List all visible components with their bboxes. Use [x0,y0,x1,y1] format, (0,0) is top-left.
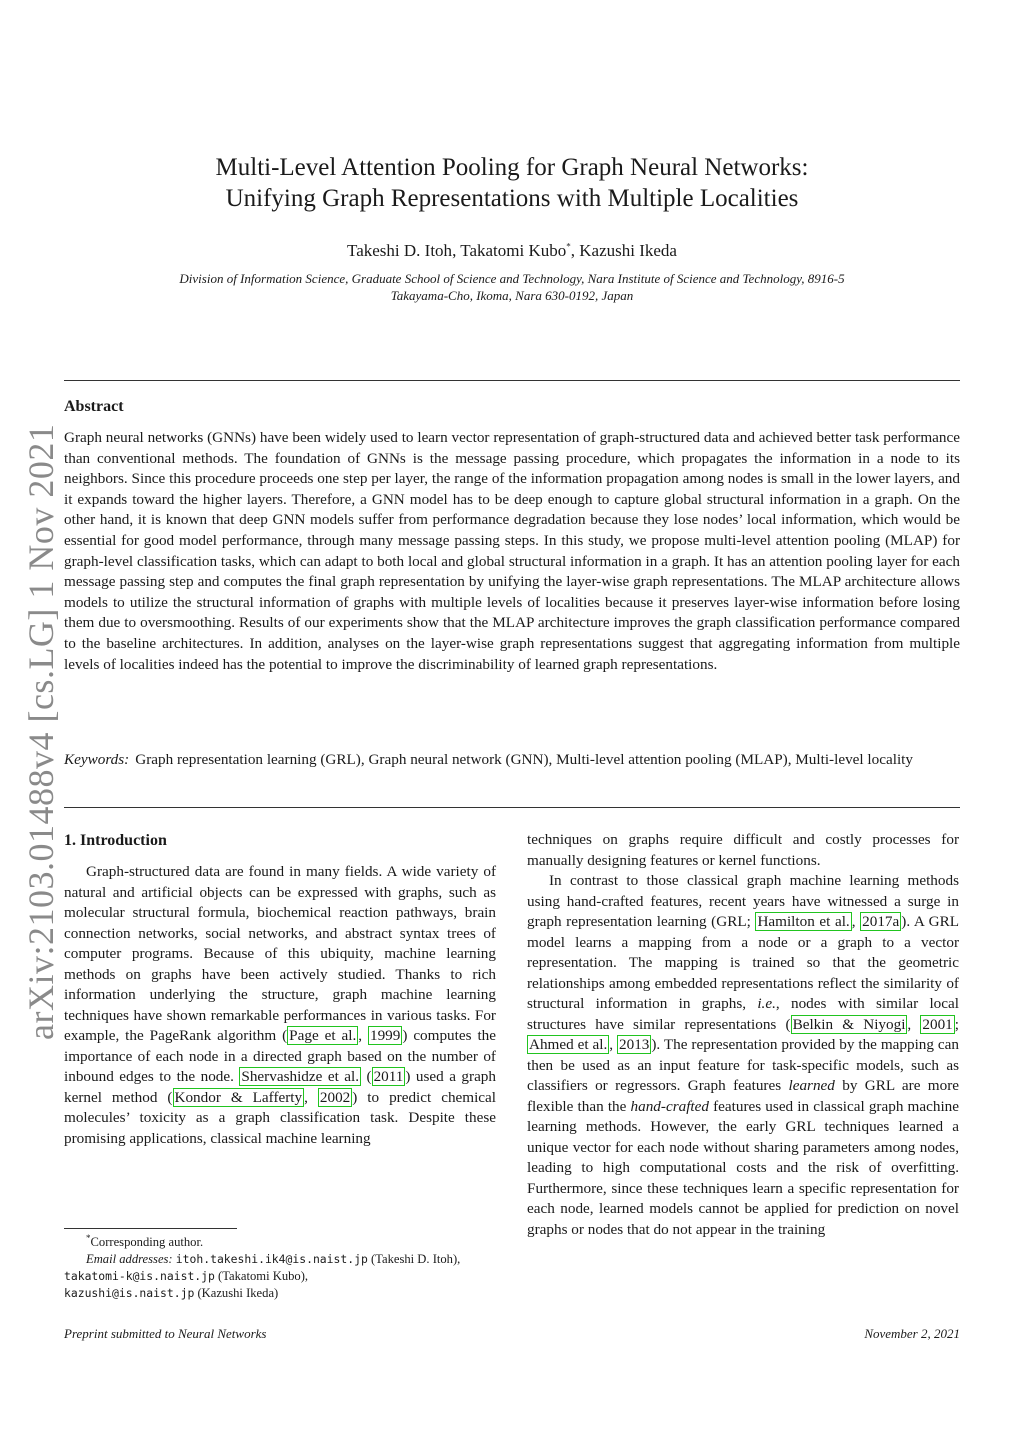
text-run: ) used a graph kernel method ( [64,1068,496,1106]
citation-belkin[interactable]: Belkin & Niyogi [792,1015,906,1033]
text-run: Graph-structured data are found in many fields. A wide variety of natural and artificial objects can be expressed with graphs, such as molecular structural formula, biochemical reaction pathways, brain connection networks, social networks, and abstract syntax trees of computer programs. Because of this ubiquity, machine learning methods on graphs have been actively studied. Thanks to rich information underlying the structure, graph machine learning techniques have shown remarkable performances in various tasks. For example, the PageRank algorithm ( [64,863,496,1044]
citation-page-year[interactable]: 1999 [369,1027,401,1044]
divider-bottom [64,807,960,808]
footnote-text: Corresponding author. [90,1235,204,1249]
text-run: , [358,1027,368,1044]
email-label: Email addresses: [86,1252,173,1266]
intro-paragraph-2 [527,871,959,1240]
column-right [527,830,959,1240]
text-run: features used in classical graph machine learning methods. However, the early GRL techniques learned a unique vector for each node without sharing parameters among nodes, leading to high computational costs and the risk of overfitting. Furthermore, since these techniques learn a specific representation for each node, learned models cannot be applied for prediction on novel graphs or nodes that do not appear in the training [527,1097,959,1238]
email-owner: (Takeshi D. Itoh), [367,1252,461,1266]
footnote-corresponding [64,1234,496,1251]
footnotes [64,1234,496,1302]
footer-date: November 2, 2021 [864,1326,960,1341]
author-ikeda: Kazushi Ikeda [579,241,677,260]
author-separator: , [452,241,461,260]
citation-hamilton[interactable]: Hamilton et al. [757,913,850,930]
keywords-label: Keywords: [64,751,130,768]
text-run: In contrast to those classical graph machine learning methods using hand-crafted features, recent years have witnessed a surge in graph representation learning (GRL; [527,872,959,930]
text-run: ) computes the importance of each node in a directed graph based on the number of inbound edges to the node. [64,1027,496,1085]
email-link-itoh[interactable]: itoh.takeshi.ik4@is.naist.jp [175,1252,368,1266]
affiliation-line-1: Division of Information Science, Graduate School of Science and Technology, Nara Institute of Science and Technology, 8916-5 [179,271,845,286]
author-kubo: Takatomi Kubo [460,241,567,260]
citation-shervashidze[interactable]: Shervashidze et al. [241,1068,360,1085]
text-ie: i.e. [757,995,776,1012]
section-heading-introduction: 1. Introduction [64,832,167,849]
author-list [64,240,960,262]
arxiv-stamp: arXiv:2103.01488v4 [cs.LG] 1 Nov 2021 [21,423,61,1040]
text-run: ). A GRL model learns a mapping from a node or a graph to a vector representation. The mapping is trained so that the geometric relationships among embedded representations reflect the similarity of structural information in graphs, [527,913,959,1012]
affiliation [64,270,960,304]
paper-title [64,152,960,214]
email-link-ikeda[interactable]: kazushi@is.naist.jp [64,1286,195,1300]
text-run: ) to predict chemical molecules’ toxicity as a graph classification task. Despite these promising applications, classical machine learning [64,1088,497,1147]
divider-top [64,380,960,381]
intro-paragraph-1-continued: techniques on graphs require difficult and costly processes for manually designing features or kernel functions. [527,831,959,869]
citation-ahmed-year[interactable]: 2013 [619,1036,650,1053]
email-owner: (Takatomi Kubo), [214,1269,309,1283]
text-run: , [609,1036,617,1053]
footnote-mark: * [86,1232,91,1243]
abstract-heading: Abstract [64,398,124,415]
column-left [64,830,496,1149]
footnote-emails [64,1251,496,1302]
affiliation-line-2: Takayama-Cho, Ikoma, Nara 630-0192, Japan [390,288,634,303]
citation-page[interactable]: Page et al. [289,1027,357,1044]
text-run: ( [361,1068,372,1085]
text-run: , nodes with similar local structures have similar representations ( [527,995,959,1033]
keywords-text: Graph representation learning (GRL), Graph neural network (GNN), Multi-level attention pooling (MLAP), Multi-level locality [135,751,913,768]
email-owner: (Kazushi Ikeda) [194,1286,279,1300]
email-link-kubo[interactable]: takatomi-k@is.naist.jp [64,1269,215,1283]
text-run: , [907,1015,921,1033]
citation-kondor-year[interactable]: 2002 [319,1088,351,1106]
citation-belkin-year[interactable]: 2001 [922,1015,953,1033]
citation-hamilton-year[interactable]: 2017a [862,913,900,930]
author-separator: , [570,241,580,260]
text-run: by GRL are more flexible than the [527,1077,960,1115]
text-run: ). The representation provided by the mapping can then be used as an input feature for task-specific models, such as classifiers or regressors. Graph features [527,1036,959,1094]
citation-kondor[interactable]: Kondor & Lafferty [174,1088,303,1106]
author-itoh: Takeshi D. Itoh [347,241,453,260]
citation-shervashidze-year[interactable]: 2011 [373,1068,404,1085]
text-learned: learned [788,1077,835,1094]
title-line-2: Unifying Graph Representations with Multiple Localities [225,185,799,212]
text-hand-crafted: hand-crafted [630,1097,709,1115]
citation-ahmed[interactable]: Ahmed et al. [529,1036,608,1053]
text-run: , [304,1088,318,1106]
title-line-1: Multi-Level Attention Pooling for Graph Neural Networks: [215,154,809,181]
corresponding-author-mark[interactable]: * [566,241,571,252]
text-run: , [851,913,861,930]
abstract-body: Graph neural networks (GNNs) have been widely used to learn vector representation of graph-structured data and achieved better task performance than conventional methods. The foundation of GNNs is the message passing procedure, which propagates the information in a node to its neighbors. Since this procedure proceeds one step per layer, the range of the information propagation among nodes is small in the lower layers, and it expands toward the higher layers. Therefore, a GNN model has to be deep enough to capture global structural information in a graph. On the other hand, it is known that deep GNN models suffer from performance degradation because they lose nodes’ local information, which would be essential for good model performance, through many message passing steps. In this study, we propose multi-level attention pooling (MLAP) for graph-level classification tasks, which can adapt to both local and global structural information in a graph. It has an attention pooling layer for each message passing step and computes the final graph representation by unifying the layer-wise graph representations. The MLAP architecture allows models to utilize the structural information of graphs with multiple levels of localities because it preserves layer-wise information before losing them due to oversmoothing. Results of our experiments show that the MLAP architecture improves the graph classification performance compared to the baseline architectures. In addition, analyses on the layer-wise graph representations suggest that aggregating information from multiple levels of localities indeed has the potential to improve the discriminability of learned graph representations. [64,429,960,673]
footnote-rule [64,1228,237,1229]
intro-paragraph-1 [64,862,496,1149]
footer-preprint-note: Preprint submitted to Neural Networks [64,1326,267,1341]
text-run: ; [954,1015,959,1033]
keywords [64,750,960,771]
